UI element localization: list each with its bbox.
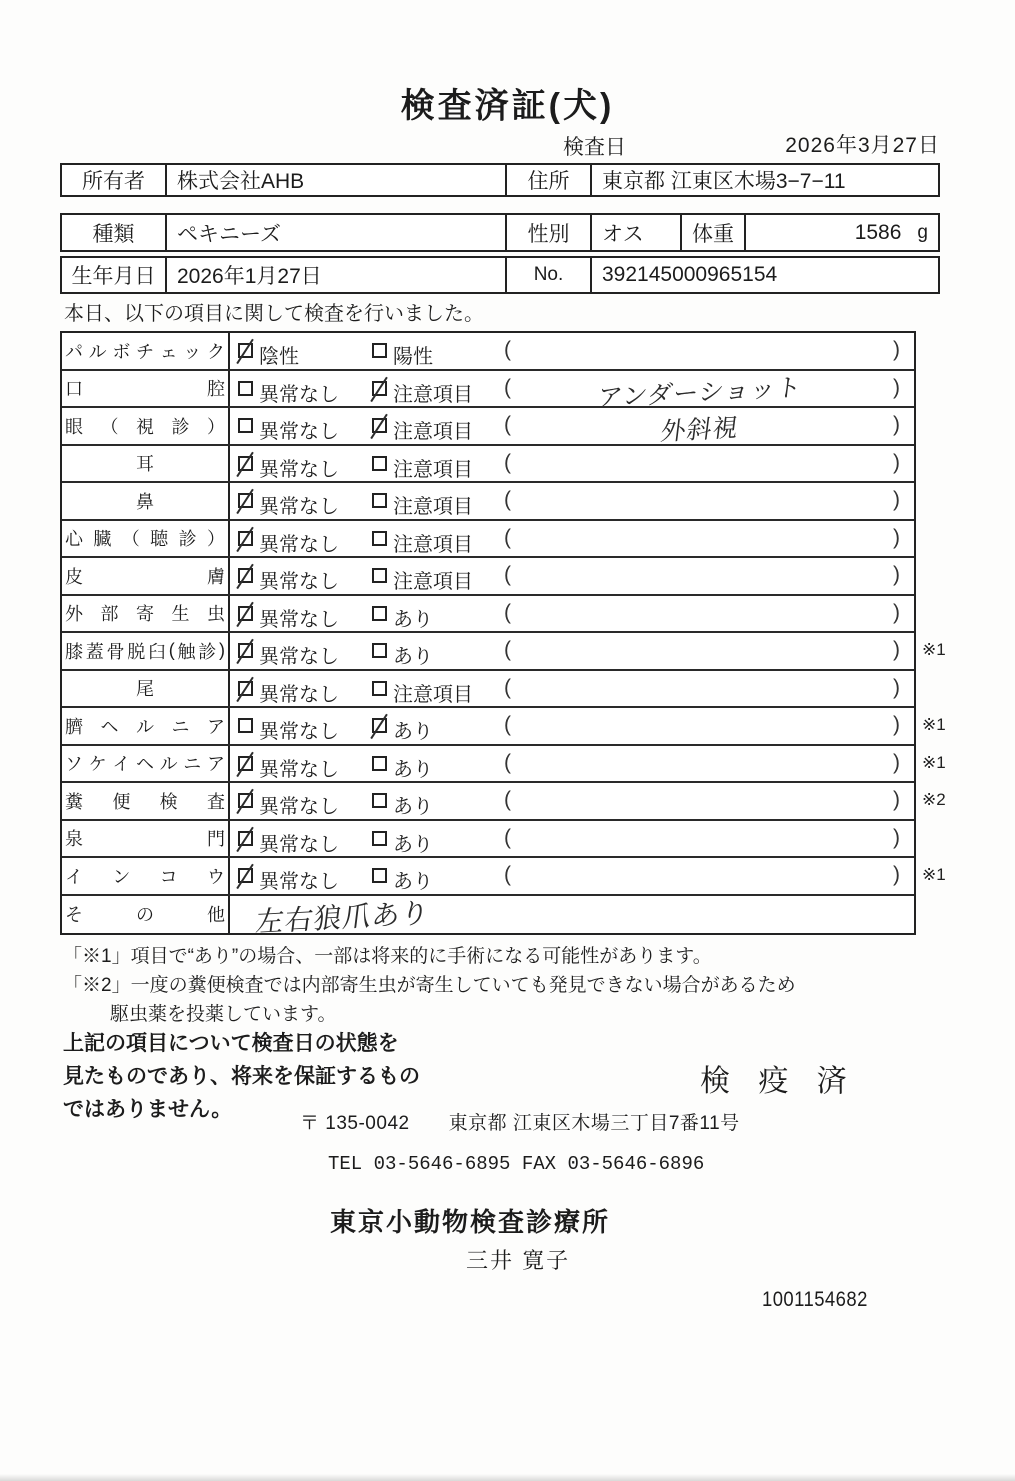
checkbox-option-label: 陰性 — [259, 346, 299, 368]
owner-label: 所有者 — [62, 165, 167, 195]
handwritten-note: 左右狼爪あり — [254, 896, 432, 938]
paren-close: ) — [893, 788, 900, 811]
checkbox-checked — [238, 493, 253, 508]
sex-label: 性別 — [507, 215, 592, 250]
footnote-3: 駆虫薬を投薬しています。 — [110, 1004, 337, 1025]
checklist-row — [62, 596, 914, 634]
checklist-row-label: イ ン コ ウ — [62, 858, 230, 894]
checkbox-option-label: 異常なし — [259, 496, 339, 518]
checklist-row-content — [230, 896, 914, 938]
checklist-row — [62, 783, 914, 821]
checklist-row-content — [230, 558, 914, 594]
checkbox-option-label: 異常なし — [259, 608, 339, 631]
check-slash-mark — [236, 789, 254, 815]
checkbox-option-label: 異常なし — [259, 383, 339, 406]
paren-open: ( — [504, 713, 511, 736]
checklist-row-label: 眼 （ 視 診 ） — [62, 408, 230, 444]
reference-mark: ※1 — [922, 640, 946, 659]
checkbox-checked — [238, 831, 253, 846]
reference-mark: ※1 — [922, 752, 946, 772]
inspection-date-value: 2026年3月27日 — [785, 134, 940, 157]
weight-unit: g — [917, 221, 928, 243]
checkbox-checked — [238, 531, 253, 546]
paren-open: ( — [504, 600, 511, 624]
checklist-row — [62, 408, 914, 446]
check-slash-mark — [236, 564, 254, 590]
checklist-row-content — [230, 333, 914, 369]
handwritten-note: 外斜視 — [659, 413, 741, 447]
checkbox-checked — [238, 568, 253, 583]
checklist-row — [62, 821, 914, 859]
paren-close: ) — [893, 413, 900, 436]
checklist-row-label: 尾 — [62, 671, 230, 707]
checklist-row-content — [230, 858, 914, 894]
address-label: 住所 — [507, 165, 592, 195]
check-slash-mark — [236, 601, 254, 627]
paren-open: ( — [504, 825, 511, 849]
checkbox-checked — [238, 793, 253, 808]
checkbox-option-label: 異常なし — [259, 758, 339, 781]
checklist-row-content — [230, 821, 914, 857]
scan-edge — [0, 1474, 1015, 1481]
paren-close: ) — [893, 825, 900, 849]
check-slash-mark — [370, 714, 388, 740]
checkbox-empty — [372, 568, 387, 583]
paren-close: ) — [893, 450, 900, 474]
checkbox-option-label: 異常なし — [259, 571, 339, 593]
checkbox-checked — [238, 343, 253, 358]
checklist-row — [62, 708, 914, 746]
checkbox-empty — [372, 793, 387, 808]
checklist-row — [62, 671, 914, 709]
check-slash-mark — [236, 639, 254, 665]
checkbox-option-label: 異常なし — [259, 833, 339, 856]
paren-close: ) — [893, 863, 900, 886]
checklist-row-label: ソ ケ イ ヘ ル ニ ア — [62, 746, 230, 782]
checkbox-option-label: 異常なし — [259, 646, 339, 668]
checklist-row — [62, 746, 914, 784]
checkbox-option-label: 注意項目 — [393, 421, 473, 443]
owner-value: 株式会社AHB — [167, 165, 507, 195]
paren-close: ) — [893, 675, 900, 699]
paren-open: ( — [504, 525, 511, 549]
checklist-row-content — [230, 408, 914, 447]
checklist-row-content — [230, 596, 914, 632]
checkbox-option-label: あり — [393, 796, 433, 818]
disclaimer-line-2: 見たものであり、将来を保証するもの — [63, 1065, 420, 1088]
checklist-row — [62, 521, 914, 559]
check-slash-mark — [236, 489, 254, 515]
weight-cell — [746, 215, 938, 250]
checklist-row — [62, 446, 914, 484]
check-slash-mark — [236, 751, 254, 777]
checklist-row-content — [230, 783, 914, 819]
checkbox-empty — [372, 868, 387, 883]
inspection-date-label: 検査日 — [563, 136, 626, 159]
checkbox-empty — [372, 831, 387, 846]
checklist-row — [62, 896, 914, 938]
reference-mark: ※1 — [922, 865, 946, 884]
checkbox-option-label: 注意項目 — [393, 683, 473, 706]
quarantine-stamp: 検 疫 済 — [700, 1065, 857, 1098]
checkbox-empty — [372, 531, 387, 546]
checklist-row-content — [230, 371, 914, 412]
checkbox-checked — [238, 681, 253, 696]
checkbox-option-label: 異常なし — [259, 421, 339, 443]
checklist-table — [60, 331, 916, 938]
checkbox-empty — [372, 343, 387, 358]
paren-close: ) — [893, 713, 900, 736]
tel-fax: TEL 03-5646-6895 FAX 03-5646-6896 — [328, 1153, 705, 1175]
checklist-row-label: パ ル ボ チ ェ ッ ク — [62, 333, 230, 369]
paren-close: ) — [893, 563, 900, 586]
checklist-row — [62, 371, 914, 412]
serial-number: 1001154682 — [762, 1288, 868, 1311]
checkbox-empty — [372, 606, 387, 621]
weight-label: 体重 — [682, 215, 746, 250]
paren-open: ( — [504, 450, 511, 474]
checklist-row — [62, 483, 914, 521]
checkbox-option-label: 異常なし — [259, 683, 339, 706]
checkbox-checked — [238, 868, 253, 883]
check-slash-mark — [236, 339, 254, 365]
paren-open: ( — [504, 788, 511, 811]
paren-open: ( — [504, 675, 511, 699]
no-value: 392145000965154 — [602, 263, 778, 286]
animal-table-row2 — [60, 256, 940, 294]
check-slash-mark — [370, 414, 388, 440]
checklist-row-label: 外 部 寄 生 虫 — [62, 596, 230, 632]
birth-value: 2026年1月27日 — [167, 258, 507, 292]
sex-value: オス — [592, 215, 682, 250]
check-slash-mark — [236, 676, 254, 702]
checkbox-option-label: あり — [393, 646, 433, 668]
clinic-name: 東京小動物検査診療所 — [330, 1207, 611, 1237]
checkbox-checked — [372, 718, 387, 733]
veterinarian-name: 三井 寛子 — [466, 1248, 571, 1273]
paren-close: ) — [893, 525, 900, 549]
checkbox-option-label: 注意項目 — [393, 496, 473, 518]
paren-close: ) — [893, 638, 900, 661]
checkbox-option-label: 異常なし — [259, 721, 339, 743]
paren-open: ( — [504, 863, 511, 886]
checklist-row-label: 鼻 — [62, 483, 230, 519]
checkbox-option-label: 注意項目 — [393, 533, 473, 556]
checkbox-empty — [238, 718, 253, 733]
paren-open: ( — [504, 413, 511, 436]
paren-close: ) — [893, 750, 900, 774]
checklist-row-label: 心 臓 （ 聴 診 ） — [62, 521, 230, 557]
check-slash-mark — [236, 826, 254, 852]
checklist-row — [62, 558, 914, 596]
checklist-row-label: そ の 他 — [62, 896, 230, 934]
paren-open: ( — [504, 750, 511, 774]
checkbox-checked — [372, 381, 387, 396]
checklist-row-content — [230, 521, 914, 557]
address-value: 東京都 江東区木場3−7−11 — [602, 170, 846, 193]
checkbox-empty — [238, 418, 253, 433]
footnote-1: 「※1」項目で“あり”の場合、一部は将来的に手術になる可能性があります。 — [63, 946, 712, 967]
owner-table — [60, 163, 940, 197]
animal-table-row1 — [60, 213, 940, 252]
checklist-row-content — [230, 671, 914, 707]
check-slash-mark — [370, 376, 388, 402]
paren-open: ( — [504, 338, 511, 361]
checkbox-option-label: 注意項目 — [393, 571, 473, 593]
checkbox-option-label: あり — [393, 833, 433, 856]
checklist-row-content — [230, 746, 914, 782]
reference-mark: ※2 — [922, 790, 946, 809]
paren-open: ( — [504, 488, 511, 511]
checkbox-empty — [372, 643, 387, 658]
checkbox-empty — [372, 756, 387, 771]
checkbox-option-label: あり — [393, 608, 433, 631]
checklist-row-content — [230, 483, 914, 519]
weight-value: 1586 — [854, 220, 902, 244]
checklist-row-label: 膝 蓋 骨 脱 臼 ( 触 診 ) — [62, 633, 230, 669]
checkbox-empty — [372, 681, 387, 696]
checkbox-empty — [238, 381, 253, 396]
checklist-row-label: 耳 — [62, 446, 230, 482]
checklist-row-content — [230, 708, 914, 744]
paren-open: ( — [504, 375, 511, 399]
paren-close: ) — [893, 375, 900, 399]
reference-mark: ※1 — [922, 715, 946, 734]
checkbox-checked — [372, 418, 387, 433]
check-slash-mark — [236, 864, 254, 890]
postal-address: 〒 135-0042 東京都 江東区木場三丁目7番11号 — [300, 1113, 740, 1134]
checklist-row — [62, 858, 914, 896]
check-slash-mark — [236, 526, 254, 552]
species-value: ペキニーズ — [167, 215, 507, 250]
checklist-row-label: 泉 門 — [62, 821, 230, 857]
paren-open: ( — [504, 638, 511, 661]
checklist-row — [62, 333, 914, 371]
checkbox-option-label: 異常なし — [259, 796, 339, 818]
checkbox-option-label: 陽性 — [393, 346, 433, 368]
checkbox-option-label: あり — [393, 871, 433, 893]
paren-close: ) — [893, 488, 900, 511]
paren-open: ( — [504, 563, 511, 586]
checkbox-option-label: 注意項目 — [393, 458, 473, 481]
checklist-row-content — [230, 446, 914, 482]
checkbox-option-label: 異常なし — [259, 458, 339, 481]
species-label: 種類 — [62, 215, 167, 250]
checkbox-option-label: あり — [393, 758, 433, 781]
checklist-row-label: 口 腔 — [62, 371, 230, 407]
paren-close: ) — [893, 338, 900, 361]
disclaimer-line-1: 上記の項目について検査日の状態を — [63, 1032, 399, 1055]
handwritten-note: アンダーショット — [595, 373, 804, 412]
footnote-2: 「※2」一度の糞便検査では内部寄生虫が寄生していても発見できない場合があるため — [63, 975, 796, 996]
checkbox-checked — [238, 456, 253, 471]
page-title: 検査済証(犬) — [400, 87, 615, 125]
checklist-row-content — [230, 633, 914, 669]
checkbox-option-label: あり — [393, 721, 433, 743]
checklist-row-label: 臍 ヘ ル ニ ア — [62, 708, 230, 744]
checkbox-empty — [372, 456, 387, 471]
checkbox-checked — [238, 643, 253, 658]
intro-sentence: 本日、以下の項目に関して検査を行いました。 — [64, 303, 484, 325]
disclaimer-line-3: ではありません。 — [63, 1098, 233, 1121]
checklist-row-label: 糞 便 検 査 — [62, 783, 230, 819]
checkbox-option-label: 異常なし — [259, 871, 339, 893]
paren-close: ) — [893, 600, 900, 624]
checkbox-option-label: 異常なし — [259, 533, 339, 556]
checkbox-checked — [238, 606, 253, 621]
checklist-row — [62, 633, 914, 671]
checkbox-empty — [372, 493, 387, 508]
birth-label: 生年月日 — [62, 258, 167, 292]
checkbox-checked — [238, 756, 253, 771]
no-label: No. — [507, 258, 592, 292]
check-slash-mark — [236, 451, 254, 477]
checklist-row-label: 皮 膚 — [62, 558, 230, 594]
checkbox-option-label: 注意項目 — [393, 383, 473, 406]
